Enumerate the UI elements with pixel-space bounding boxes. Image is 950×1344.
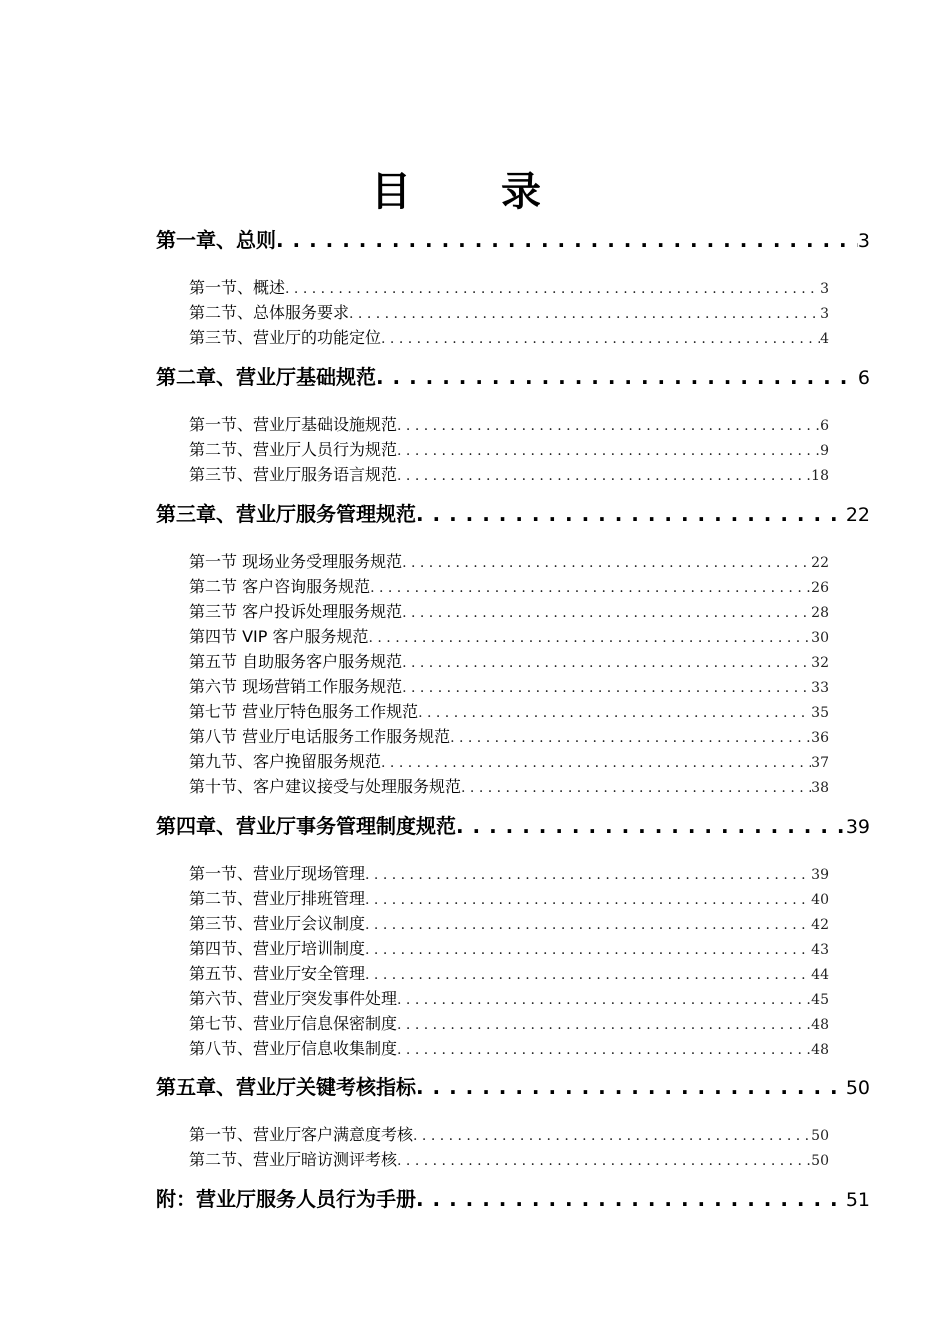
- chapter-page-number: 22: [845, 504, 870, 526]
- toc-section-3-4[interactable]: [189, 625, 829, 649]
- dot-leader: [397, 1038, 811, 1061]
- dot-leader: [397, 414, 820, 437]
- section-title: 第二节 客户咨询服务规范: [189, 577, 371, 596]
- toc-section-2-2[interactable]: [189, 438, 829, 462]
- dot-leader: [365, 888, 811, 911]
- section-page-number: 4: [820, 331, 829, 347]
- toc-chapter-1[interactable]: [156, 226, 870, 254]
- section-title: 第二节、营业厅暗访测评考核: [189, 1150, 398, 1169]
- section-page-number: 26: [811, 580, 829, 596]
- toc-section-4-8[interactable]: [189, 1037, 829, 1061]
- toc-section-1-2[interactable]: [189, 301, 829, 325]
- section-page-number: 39: [811, 867, 829, 883]
- section-page-number: 28: [811, 605, 829, 621]
- toc-section-5-2[interactable]: [189, 1148, 829, 1172]
- section-title: 第七节、营业厅信息保密制度: [189, 1014, 398, 1033]
- dot-leader: [450, 726, 811, 749]
- toc-section-3-1[interactable]: [189, 550, 829, 574]
- dot-leader: [276, 226, 858, 254]
- section-page-number: 45: [811, 992, 829, 1008]
- section-page-number: 43: [811, 942, 829, 958]
- section-page-number: 9: [820, 443, 829, 459]
- section-title: 第一节、营业厅现场管理: [189, 864, 366, 883]
- toc-section-5-1[interactable]: [189, 1123, 829, 1147]
- section-title: 第四节 VIP 客户服务规范: [189, 627, 369, 646]
- section-title: 第六节、营业厅突发事件处理: [189, 989, 398, 1008]
- chapter-page-number: 3: [857, 230, 870, 252]
- section-page-number: 22: [811, 555, 829, 571]
- toc-section-4-7[interactable]: [189, 1012, 829, 1036]
- section-title: 第三节、营业厅服务语言规范: [189, 465, 398, 484]
- dot-leader: [402, 676, 811, 699]
- chapter-title: 附：营业厅服务人员行为手册: [156, 1187, 416, 1211]
- dot-leader: [402, 601, 811, 624]
- section-page-number: 35: [811, 705, 829, 721]
- section-page-number: 33: [811, 680, 829, 696]
- dot-leader: [397, 464, 811, 487]
- dot-leader: [349, 302, 820, 325]
- section-page-number: 48: [811, 1017, 829, 1033]
- dot-leader: [381, 327, 820, 350]
- chapter-page-number: 6: [857, 367, 870, 389]
- section-title: 第二节、营业厅人员行为规范: [189, 440, 398, 459]
- section-page-number: 32: [811, 655, 829, 671]
- dot-leader: [365, 913, 811, 936]
- dot-leader: [365, 963, 811, 986]
- section-title: 第一节、概述: [189, 278, 286, 297]
- section-title: 第一节、营业厅基础设施规范: [189, 415, 398, 434]
- toc-section-3-9[interactable]: [189, 750, 829, 774]
- section-title: 第三节、营业厅的功能定位: [189, 328, 382, 347]
- toc-section-2-1[interactable]: [189, 413, 829, 437]
- section-title: 第一节、营业厅客户满意度考核: [189, 1125, 414, 1144]
- toc-chapter-6[interactable]: [156, 1185, 870, 1213]
- toc-section-3-8[interactable]: [189, 725, 829, 749]
- section-title: 第七节 营业厅特色服务工作规范: [189, 702, 419, 721]
- dot-leader: [416, 500, 846, 528]
- section-title: 第十节、客户建议接受与处理服务规范: [189, 777, 462, 796]
- section-title: 第二节、营业厅排班管理: [189, 889, 366, 908]
- toc-section-3-10[interactable]: [189, 775, 829, 799]
- dot-leader: [365, 863, 811, 886]
- section-title: 第八节 营业厅电话服务工作服务规范: [189, 727, 451, 746]
- dot-leader: [369, 626, 812, 649]
- toc-section-2-3[interactable]: [189, 463, 829, 487]
- chapter-title: 第五章、营业厅关键考核指标: [156, 1075, 416, 1099]
- toc-chapter-2[interactable]: [156, 363, 870, 391]
- toc-section-3-3[interactable]: [189, 600, 829, 624]
- section-title: 第三节、营业厅会议制度: [189, 914, 366, 933]
- toc-chapter-5[interactable]: [156, 1073, 870, 1101]
- toc-chapter-3[interactable]: [156, 500, 870, 528]
- dot-leader: [461, 776, 811, 799]
- section-title: 第四节、营业厅培训制度: [189, 939, 366, 958]
- chapter-title: 第一章、总则: [156, 228, 276, 252]
- chapter-page-number: 39: [845, 816, 870, 838]
- dot-leader: [456, 812, 846, 840]
- dot-leader: [416, 1073, 846, 1101]
- section-page-number: 18: [811, 468, 829, 484]
- toc-section-3-5[interactable]: [189, 650, 829, 674]
- dot-leader: [397, 988, 811, 1011]
- toc-section-3-7[interactable]: [189, 700, 829, 724]
- section-page-number: 40: [811, 892, 829, 908]
- section-page-number: 30: [811, 630, 829, 646]
- chapter-page-number: 50: [845, 1077, 870, 1099]
- chapter-title: 第三章、营业厅服务管理规范: [156, 502, 416, 526]
- section-title: 第三节 客户投诉处理服务规范: [189, 602, 403, 621]
- section-page-number: 3: [820, 306, 829, 322]
- section-title: 第五节 自助服务客户服务规范: [189, 652, 403, 671]
- toc-section-4-1[interactable]: [189, 862, 829, 886]
- section-page-number: 3: [820, 281, 829, 297]
- dot-leader: [397, 439, 820, 462]
- section-page-number: 50: [811, 1153, 829, 1169]
- section-page-number: 6: [820, 418, 829, 434]
- section-page-number: 42: [811, 917, 829, 933]
- section-title: 第五节、营业厅安全管理: [189, 964, 366, 983]
- chapter-page-number: 51: [845, 1189, 870, 1211]
- dot-leader: [402, 551, 811, 574]
- dot-leader: [402, 651, 811, 674]
- toc-section-4-5[interactable]: [189, 962, 829, 986]
- toc-section-4-2[interactable]: [189, 887, 829, 911]
- section-page-number: 50: [811, 1128, 829, 1144]
- dot-leader: [397, 1149, 811, 1172]
- toc-section-4-3[interactable]: [189, 912, 829, 936]
- dot-leader: [413, 1124, 811, 1147]
- chapter-title: 第二章、营业厅基础规范: [156, 365, 376, 389]
- toc-section-1-1[interactable]: [189, 276, 829, 300]
- dot-leader: [370, 576, 811, 599]
- section-page-number: 44: [811, 967, 829, 983]
- section-page-number: 38: [811, 780, 829, 796]
- section-page-number: 48: [811, 1042, 829, 1058]
- section-title: 第六节 现场营销工作服务规范: [189, 677, 403, 696]
- dot-leader: [381, 751, 811, 774]
- toc-chapter-4[interactable]: [156, 812, 870, 840]
- section-title: 第二节、总体服务要求: [189, 303, 350, 322]
- toc-section-1-3[interactable]: [189, 326, 829, 350]
- page-title: 目 录: [371, 168, 579, 215]
- dot-leader: [365, 938, 811, 961]
- section-title: 第八节、营业厅信息收集制度: [189, 1039, 398, 1058]
- toc-section-4-6[interactable]: [189, 987, 829, 1011]
- section-page-number: 37: [811, 755, 829, 771]
- dot-leader: [376, 363, 858, 391]
- toc-section-4-4[interactable]: [189, 937, 829, 961]
- toc-section-3-2[interactable]: [189, 575, 829, 599]
- section-title: 第九节、客户挽留服务规范: [189, 752, 382, 771]
- chapter-title: 第四章、营业厅事务管理制度规范: [156, 814, 456, 838]
- dot-leader: [418, 701, 811, 724]
- dot-leader: [285, 277, 820, 300]
- dot-leader: [416, 1185, 846, 1213]
- section-page-number: 36: [811, 730, 829, 746]
- section-title: 第一节 现场业务受理服务规范: [189, 552, 403, 571]
- dot-leader: [397, 1013, 811, 1036]
- toc-section-3-6[interactable]: [189, 675, 829, 699]
